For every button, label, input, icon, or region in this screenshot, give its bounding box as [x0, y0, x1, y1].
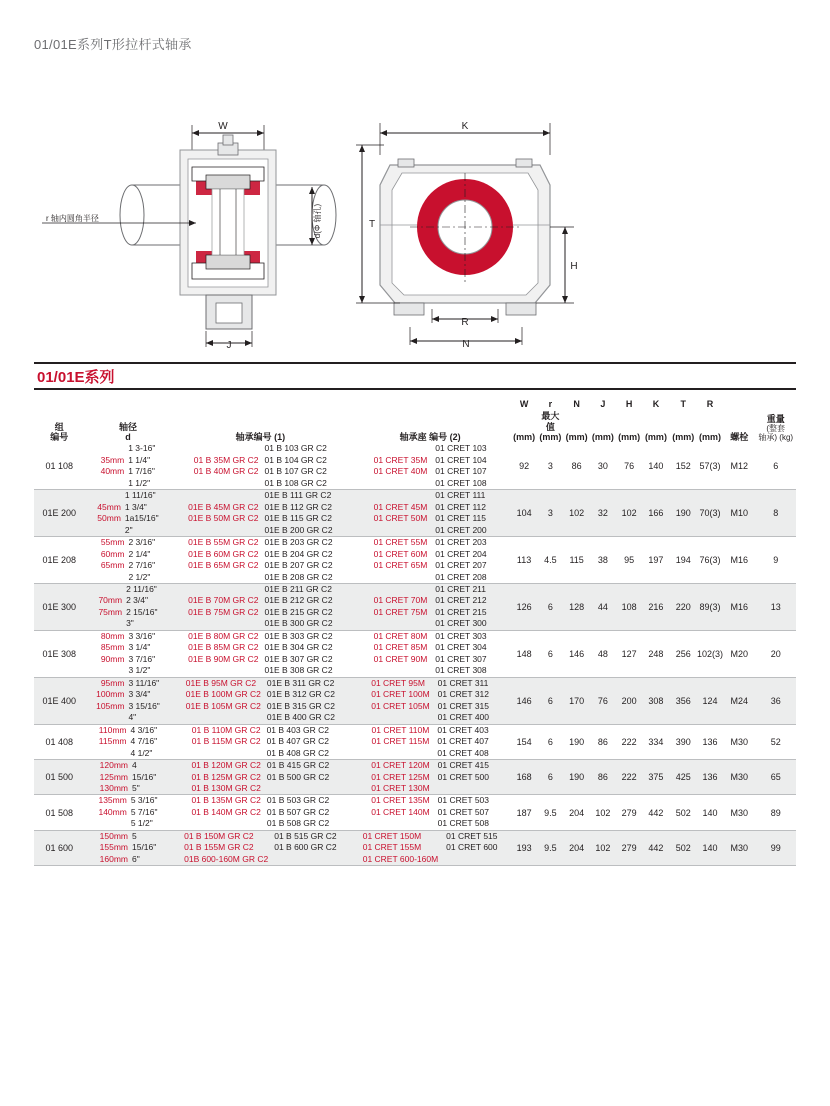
th-R-unit: (mm): [699, 432, 721, 443]
cell-bearing-no: 01 B 120M GR C2 01 B 125M GR C2 01 B 130M GR C2 01 B 415 GR C2 01 B 500 GR C2: [171, 760, 349, 795]
cell-group-no: 01E 208: [34, 537, 85, 584]
cell-bearing-no: 01E B 45M GR C2 01E B 50M GR C2 01E B 111 GR C2 01E B 112 GR C2 01E B 115 GR C2 01E B 200 GR C2: [171, 490, 349, 537]
cell-weight: 65: [755, 760, 796, 795]
cell-J: 86: [590, 724, 616, 759]
cell-J: 76: [590, 677, 616, 724]
cell-shaft-dia: 80mm 85mm 90mm 3 3/16" 3 1/4" 3 7/16" 3 1/2": [85, 630, 172, 677]
cell-K: 442: [642, 830, 669, 865]
cell-housing-no: 01 CRET 80M 01 CRET 85M 01 CRET 90M 01 CRET 303 01 CRET 304 01 CRET 307 01 CRET 308: [349, 630, 511, 677]
cell-J: 30: [590, 443, 616, 489]
cell-group-no: 01 408: [34, 724, 85, 759]
cell-J: 38: [590, 537, 616, 584]
spec-table: [34, 398, 796, 866]
cell-N: 204: [564, 830, 590, 865]
cell-H: 76: [616, 443, 642, 489]
cell-weight: 89: [755, 795, 796, 830]
cell-r: 9.5: [537, 795, 563, 830]
cell-shaft-dia: 35mm 40mm 1 3-16" 1 1/4" 1 7/16" 1 1/2": [85, 443, 172, 489]
cell-H: 108: [616, 584, 642, 631]
table-body: [34, 443, 796, 865]
cell-r: 3: [537, 490, 563, 537]
th-r-unit: 最大值 (mm): [539, 411, 562, 443]
th-W: W: [519, 399, 529, 409]
cell-housing-no: 01 CRET 150M 01 CRET 155M 01 CRET 600-160M 01 CRET 515 01 CRET 600: [349, 830, 511, 865]
cell-K: 375: [642, 760, 669, 795]
cell-bolt: M30: [723, 830, 755, 865]
cell-bolt: M20: [723, 630, 755, 677]
cell-shaft-dia: 150mm 155mm 160mm 5 15/16" 6": [85, 830, 172, 865]
table-row: [34, 490, 796, 537]
cell-R: 102(3): [697, 630, 723, 677]
cell-T: 502: [670, 795, 697, 830]
svg-text:W: W: [218, 121, 228, 132]
table-row: [34, 537, 796, 584]
cell-K: 166: [642, 490, 669, 537]
table-row: [34, 584, 796, 631]
cell-H: 102: [616, 490, 642, 537]
cell-R: 57(3): [697, 443, 723, 489]
th-N-unit: (mm): [565, 432, 588, 443]
cell-bolt: M16: [723, 584, 755, 631]
cell-H: 222: [616, 760, 642, 795]
drawing-side-view: [20, 55, 360, 350]
technical-drawings: [0, 55, 830, 350]
cell-W: 113: [511, 537, 537, 584]
cell-K: 216: [642, 584, 669, 631]
cell-R: 136: [697, 760, 723, 795]
cell-r: 4.5: [537, 537, 563, 584]
cell-N: 204: [564, 795, 590, 830]
table-row: [34, 677, 796, 724]
svg-text:T: T: [368, 219, 376, 230]
cell-weight: 6: [755, 443, 796, 489]
cell-W: 146: [511, 677, 537, 724]
cell-housing-no: 01 CRET 70M 01 CRET 75M 01 CRET 211 01 CRET 212 01 CRET 215 01 CRET 300: [349, 584, 511, 631]
table-row: [34, 443, 796, 489]
cell-K: 442: [642, 795, 669, 830]
cell-N: 190: [564, 760, 590, 795]
cell-K: 248: [642, 630, 669, 677]
th-bolt: 螺栓: [730, 432, 749, 443]
th-shaft-dia: 轴径 d: [118, 421, 137, 443]
th-T-unit: (mm): [672, 432, 695, 443]
series-heading-label: 01/01E系列: [37, 368, 115, 386]
cell-T: 502: [670, 830, 697, 865]
cell-shaft-dia: 135mm 140mm 5 3/16" 5 7/16" 5 1/2": [85, 795, 172, 830]
th-H: H: [625, 399, 633, 409]
cell-housing-no: 01 CRET 95M 01 CRET 100M 01 CRET 105M 01 CRET 311 01 CRET 312 01 CRET 315 01 CRET 400: [349, 677, 511, 724]
th-bearing-no: 轴承编号 (1): [235, 432, 286, 443]
cell-K: 334: [642, 724, 669, 759]
table-row: [34, 760, 796, 795]
cell-housing-no: 01 CRET 135M 01 CRET 140M 01 CRET 503 01 CRET 507 01 CRET 508: [349, 795, 511, 830]
cell-housing-no: 01 CRET 45M 01 CRET 50M 01 CRET 111 01 CRET 112 01 CRET 115 01 CRET 200: [349, 490, 511, 537]
cell-bearing-no: 01E B 70M GR C2 01E B 75M GR C2 01E B 211 GR C2 01E B 212 GR C2 01E B 215 GR C2 01E B 300 GR C2: [171, 584, 349, 631]
cell-R: 89(3): [697, 584, 723, 631]
th-r: r: [548, 399, 553, 409]
th-K: K: [652, 399, 660, 409]
cell-group-no: 01E 308: [34, 630, 85, 677]
cell-T: 425: [670, 760, 697, 795]
svg-text:K: K: [461, 121, 469, 132]
cell-R: 124: [697, 677, 723, 724]
cell-T: 256: [670, 630, 697, 677]
cell-N: 190: [564, 724, 590, 759]
cell-N: 115: [564, 537, 590, 584]
svg-text:R: R: [461, 317, 469, 328]
cell-N: 170: [564, 677, 590, 724]
cell-bolt: M30: [723, 760, 755, 795]
cell-bolt: M10: [723, 490, 755, 537]
drawing-front-view: [350, 55, 710, 350]
page-title: 01/01E系列T形拉杆式轴承: [34, 37, 192, 52]
th-H-unit: (mm): [618, 432, 641, 443]
cell-group-no: 01E 200: [34, 490, 85, 537]
cell-J: 102: [590, 830, 616, 865]
th-T: T: [680, 399, 686, 409]
th-K-unit: (mm): [644, 432, 667, 443]
th-N: N: [573, 399, 580, 409]
cell-group-no: 01 500: [34, 760, 85, 795]
cell-H: 95: [616, 537, 642, 584]
cell-H: 279: [616, 830, 642, 865]
cell-group-no: 01E 400: [34, 677, 85, 724]
cell-K: 197: [642, 537, 669, 584]
cell-J: 102: [590, 795, 616, 830]
cell-H: 200: [616, 677, 642, 724]
cell-N: 146: [564, 630, 590, 677]
cell-weight: 99: [755, 830, 796, 865]
cell-shaft-dia: 55mm 60mm 65mm 2 3/16" 2 1/4" 2 7/16" 2 1/2": [85, 537, 172, 584]
th-weight: 重量 (整套 轴承) (kg): [758, 413, 794, 443]
cell-housing-no: 01 CRET 35M 01 CRET 40M 01 CRET 103 01 CRET 104 01 CRET 107 01 CRET 108: [349, 443, 511, 489]
cell-shaft-dia: 70mm 75mm 2 11/16" 2 3/4" 2 15/16" 3": [85, 584, 172, 631]
cell-N: 86: [564, 443, 590, 489]
cell-bolt: M30: [723, 724, 755, 759]
cell-N: 128: [564, 584, 590, 631]
cell-group-no: 01 108: [34, 443, 85, 489]
cell-r: 6: [537, 677, 563, 724]
cell-H: 279: [616, 795, 642, 830]
series-heading: [34, 362, 796, 390]
cell-shaft-dia: 120mm 125mm 130mm 4 15/16" 5": [85, 760, 172, 795]
th-W-unit: (mm): [513, 432, 536, 443]
cell-W: 148: [511, 630, 537, 677]
cell-r: 3: [537, 443, 563, 489]
cell-J: 32: [590, 490, 616, 537]
svg-text:H: H: [570, 261, 578, 272]
th-R: R: [706, 399, 714, 409]
table-header-row-1: [34, 398, 796, 410]
cell-T: 220: [670, 584, 697, 631]
table-row: [34, 795, 796, 830]
cell-shaft-dia: 110mm 115mm 4 3/16" 4 7/16" 4 1/2": [85, 724, 172, 759]
cell-K: 308: [642, 677, 669, 724]
cell-weight: 36: [755, 677, 796, 724]
table-row: [34, 724, 796, 759]
cell-r: 6: [537, 760, 563, 795]
cell-R: 76(3): [697, 537, 723, 584]
cell-J: 86: [590, 760, 616, 795]
cell-shaft-dia: 95mm 100mm 105mm 3 11/16" 3 3/4" 3 15/16" 4": [85, 677, 172, 724]
cell-group-no: 01 508: [34, 795, 85, 830]
cell-W: 126: [511, 584, 537, 631]
svg-text:r 轴内圆角半径: r 轴内圆角半径: [46, 214, 99, 223]
cell-bearing-no: 01E B 80M GR C2 01E B 85M GR C2 01E B 90M GR C2 01E B 303 GR C2 01E B 304 GR C2 01E B 307 GR C2 01E B 308 GR C2: [171, 630, 349, 677]
cell-r: 6: [537, 630, 563, 677]
cell-H: 222: [616, 724, 642, 759]
spec-table-wrapper: [34, 398, 796, 866]
cell-T: 190: [670, 490, 697, 537]
cell-R: 140: [697, 830, 723, 865]
cell-bolt: M12: [723, 443, 755, 489]
cell-J: 48: [590, 630, 616, 677]
cell-r: 9.5: [537, 830, 563, 865]
cell-H: 127: [616, 630, 642, 677]
cell-R: 140: [697, 795, 723, 830]
cell-bearing-no: 01 B 150M GR C2 01 B 155M GR C2 01B 600-160M GR C2 01 B 515 GR C2 01 B 600 GR C2: [171, 830, 349, 865]
svg-text:J: J: [226, 340, 232, 350]
cell-group-no: 01E 300: [34, 584, 85, 631]
cell-bearing-no: 01 B 135M GR C2 01 B 140M GR C2 01 B 503 GR C2 01 B 507 GR C2 01 B 508 GR C2: [171, 795, 349, 830]
cell-bearing-no: 01E B 55M GR C2 01E B 60M GR C2 01E B 65M GR C2 01E B 203 GR C2 01E B 204 GR C2 01E B 207 GR C2 01E B 208 GR C2: [171, 537, 349, 584]
cell-housing-no: 01 CRET 120M 01 CRET 125M 01 CRET 130M 01 CRET 415 01 CRET 500: [349, 760, 511, 795]
cell-J: 44: [590, 584, 616, 631]
table-row: [34, 830, 796, 865]
cell-weight: 52: [755, 724, 796, 759]
cell-R: 136: [697, 724, 723, 759]
svg-text:d(Φ 轴孔): d(Φ 轴孔): [313, 203, 322, 239]
cell-W: 187: [511, 795, 537, 830]
th-housing-no: 轴承座 编号 (2): [399, 432, 461, 443]
cell-weight: 13: [755, 584, 796, 631]
cell-K: 140: [642, 443, 669, 489]
th-group-no: 组 编号: [50, 421, 69, 443]
svg-text:N: N: [462, 339, 470, 350]
cell-N: 102: [564, 490, 590, 537]
cell-housing-no: 01 CRET 55M 01 CRET 60M 01 CRET 65M 01 CRET 203 01 CRET 204 01 CRET 207 01 CRET 208: [349, 537, 511, 584]
cell-R: 70(3): [697, 490, 723, 537]
cell-weight: 20: [755, 630, 796, 677]
cell-shaft-dia: 45mm 50mm 1 11/16" 1 3/4" 1a15/16" 2": [85, 490, 172, 537]
cell-W: 104: [511, 490, 537, 537]
cell-T: 194: [670, 537, 697, 584]
cell-housing-no: 01 CRET 110M 01 CRET 115M 01 CRET 403 01 CRET 407 01 CRET 408: [349, 724, 511, 759]
cell-T: 152: [670, 443, 697, 489]
cell-bolt: M16: [723, 537, 755, 584]
cell-group-no: 01 600: [34, 830, 85, 865]
cell-bolt: M24: [723, 677, 755, 724]
cell-r: 6: [537, 724, 563, 759]
cell-W: 92: [511, 443, 537, 489]
cell-bolt: M30: [723, 795, 755, 830]
cell-W: 193: [511, 830, 537, 865]
cell-bearing-no: 01 B 35M GR C2 01 B 40M GR C2 01 B 103 GR C2 01 B 104 GR C2 01 B 107 GR C2 01 B 108 GR C2: [171, 443, 349, 489]
cell-W: 154: [511, 724, 537, 759]
cell-T: 356: [670, 677, 697, 724]
th-J-unit: (mm): [591, 432, 614, 443]
table-row: [34, 630, 796, 677]
cell-W: 168: [511, 760, 537, 795]
cell-weight: 8: [755, 490, 796, 537]
cell-T: 390: [670, 724, 697, 759]
th-J: J: [600, 399, 606, 409]
cell-bearing-no: 01E B 95M GR C2 01E B 100M GR C2 01E B 105M GR C2 01E B 311 GR C2 01E B 312 GR C2 01E B 315 GR C2 01E B 400 GR C2: [171, 677, 349, 724]
cell-weight: 9: [755, 537, 796, 584]
cell-bearing-no: 01 B 110M GR C2 01 B 115M GR C2 01 B 403 GR C2 01 B 407 GR C2 01 B 408 GR C2: [171, 724, 349, 759]
cell-r: 6: [537, 584, 563, 631]
